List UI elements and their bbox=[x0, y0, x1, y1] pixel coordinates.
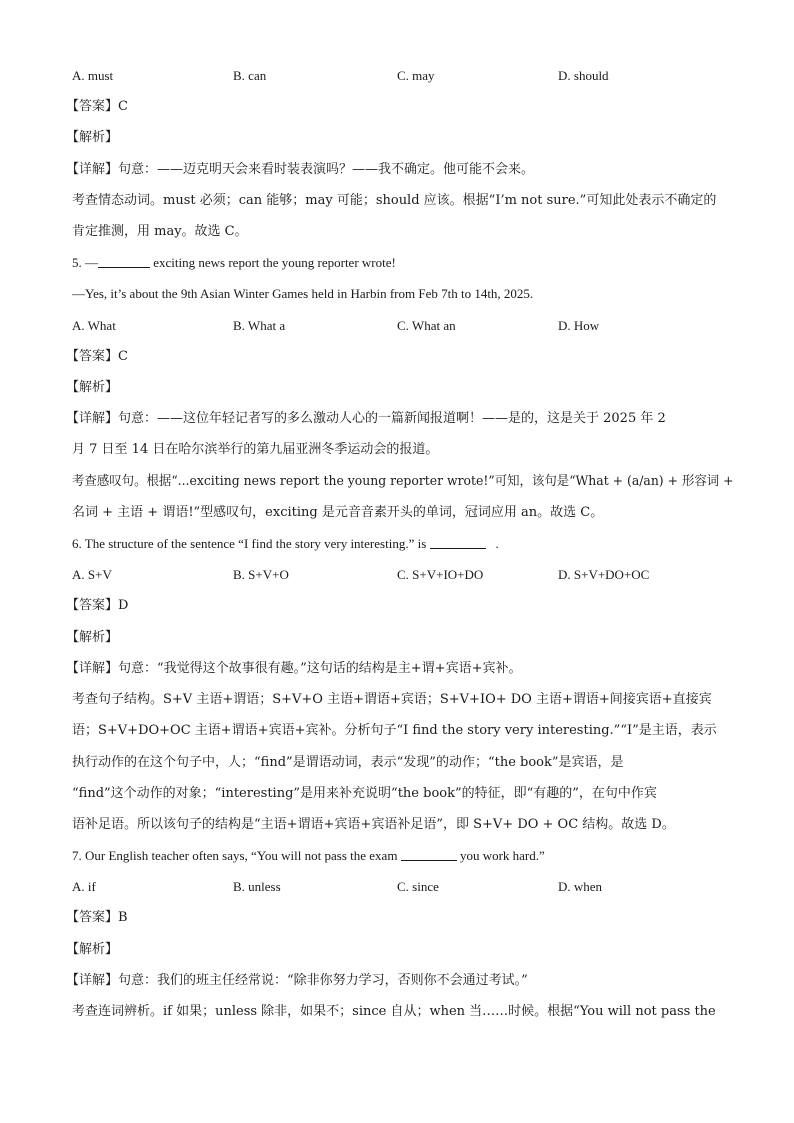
q6-option-a: A. S+V bbox=[72, 567, 112, 582]
q7-stem bbox=[72, 847, 722, 865]
q6-option-c: C. S+V+IO+DO bbox=[397, 567, 484, 582]
q5-option-b: B. What a bbox=[233, 318, 286, 333]
q6-analysis-label: 【解析】 bbox=[66, 630, 119, 645]
q6-explanation-line-4: “find”这个动作的对象；“interesting”是用来补充说明“the book”的特征，即“有趣的”，在句中作宾 bbox=[72, 786, 657, 801]
q7-stem-suffix: you work hard.” bbox=[456, 848, 545, 863]
q4-analysis-label: 【解析】 bbox=[66, 130, 119, 145]
q6-option-d: D. S+V+DO+OC bbox=[558, 567, 650, 582]
q5-stem-prefix: 5. — bbox=[72, 255, 98, 270]
q5-detail-line-1: 【详解】句意：——这位年轻记者写的多么激动人心的一篇新闻报道啊！——是的，这是关于 2025 年 2 bbox=[66, 411, 666, 426]
q6-explanation-line-2: 语；S+V+DO+OC 主语+谓语+宾语+宾补。分析句子“I find the story very interesting.”“I”是主语，表示 bbox=[72, 723, 717, 738]
q6-blank bbox=[430, 536, 486, 549]
q6-detail: 【详解】句意：“我觉得这个故事很有趣。”这句话的结构是主+谓+宾语+宾补。 bbox=[66, 661, 522, 676]
q6-option-b: B. S+V+O bbox=[233, 567, 289, 582]
q7-blank bbox=[401, 848, 457, 861]
q5-option-a: A. What bbox=[72, 318, 116, 333]
q5-detail-line-2: 月 7 日至 14 日在哈尔滨举行的第九届亚洲冬季运动会的报道。 bbox=[72, 442, 439, 457]
q4-option-b: B. can bbox=[233, 68, 267, 83]
q7-answer: 【答案】B bbox=[66, 910, 128, 925]
q6-stem bbox=[72, 535, 722, 553]
q6-explanation-line-1: 考查句子结构。S+V 主语+谓语；S+V+O 主语+谓语+宾语；S+V+IO+ DO 主语+谓语+间接宾语+直接宾 bbox=[72, 692, 712, 707]
q4-option-a: A. must bbox=[72, 68, 114, 83]
q4-explanation-line-2: 肯定推测，用 may。故选 C。 bbox=[72, 224, 248, 239]
q6-explanation-line-3: 执行动作的在这个句子中，人；“find”是谓语动词，表示“发现”的动作；“the book”是宾语，是 bbox=[72, 755, 624, 770]
q4-explanation-line-1: 考查情态动词。must 必须；can 能够；may 可能；should 应该。根据“I’m not sure.”可知此处表示不确定的 bbox=[72, 193, 717, 208]
q7-option-b: B. unless bbox=[233, 879, 281, 894]
q5-stem bbox=[72, 254, 722, 272]
q7-option-a: A. if bbox=[72, 879, 96, 894]
q5-answer: 【答案】C bbox=[66, 349, 128, 364]
q5-stem-suffix: exciting news report the young reporter wrote! bbox=[150, 255, 396, 270]
q6-stem-suffix: . bbox=[495, 536, 499, 551]
q6-explanation-line-5: 语补足语。所以该句子的结构是“主语+谓语+宾语+宾语补足语”，即 S+V+ DO + OC 结构。故选 D。 bbox=[72, 817, 675, 832]
q7-analysis-label: 【解析】 bbox=[66, 942, 119, 957]
q7-option-d: D. when bbox=[558, 879, 603, 894]
q6-stem-prefix: 6. The structure of the sentence “I find the story very interesting.” is bbox=[72, 536, 430, 551]
q7-detail: 【详解】句意：我们的班主任经常说：“除非你努力学习，否则你不会通过考试。” bbox=[66, 973, 528, 988]
q5-explanation-line-2: 名词 + 主语 + 谓语!”型感叹句，exciting 是元音音素开头的单词，冠词应用 an。故选 C。 bbox=[72, 505, 604, 520]
q5-option-c: C. What an bbox=[397, 318, 456, 333]
q4-option-d: D. should bbox=[558, 68, 609, 83]
q5-explanation-line-1: 考查感叹句。根据“...exciting news report the young reporter wrote!”可知，该句是“What + (a/an) + 形容词 + bbox=[72, 474, 734, 489]
q4-detail: 【详解】句意：——迈克明天会来看时装表演吗？——我不确定。他可能不会来。 bbox=[66, 162, 535, 177]
q4-answer: 【答案】C bbox=[66, 99, 128, 114]
q5-analysis-label: 【解析】 bbox=[66, 380, 119, 395]
q5-option-d: D. How bbox=[558, 318, 600, 333]
q7-option-c: C. since bbox=[397, 879, 439, 894]
q7-explanation-line-1: 考查连词辨析。if 如果；unless 除非，如果不；since 自从；when 当……时候。根据“You will not pass the bbox=[72, 1004, 716, 1019]
q4-option-c: C. may bbox=[397, 68, 435, 83]
q5-blank bbox=[98, 255, 150, 268]
q5-reply: —Yes, it’s about the 9th Asian Winter Games held in Harbin from Feb 7th to 14th, 2025. bbox=[72, 286, 534, 301]
q7-stem-prefix: 7. Our English teacher often says, “You will not pass the exam bbox=[72, 848, 401, 863]
q6-answer: 【答案】D bbox=[66, 598, 129, 613]
